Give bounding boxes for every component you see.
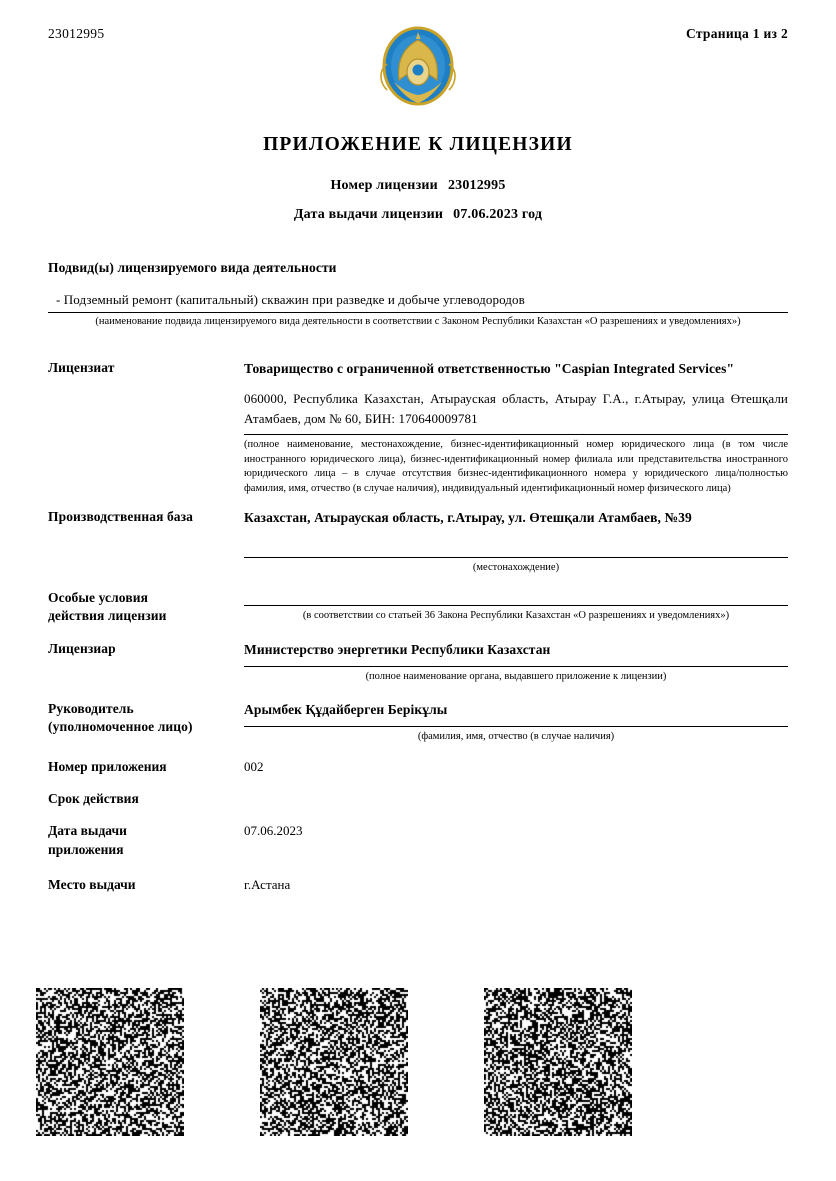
head-field — [48, 700, 788, 744]
datamatrix-signature-3 — [484, 988, 632, 1136]
attachment-issue-place-value: г.Астана — [244, 876, 291, 892]
license-date-line — [48, 207, 788, 223]
page-indicator: Страница 1 из 2 — [685, 26, 788, 41]
special-conditions-label-line2: действия лицензии — [48, 608, 167, 624]
subkind-value: - Подземный ремонт (капитальный) скважин при разведке и добыче углеводородов — [56, 292, 525, 307]
attachment-issue-date-value: 07.06.2023 — [244, 823, 303, 839]
attachment-term-label: Срок действия — [48, 791, 139, 807]
head-value-wrap — [244, 700, 788, 744]
head-label-line1: Руководитель — [48, 701, 134, 717]
page-header — [48, 26, 788, 42]
special-conditions-label-line1: Особые условия — [48, 590, 148, 606]
attachment-issue-place-label: Место выдачи — [48, 876, 136, 892]
attachment-issue-date-label — [48, 822, 244, 858]
attachment-issue-date-label-line1: Дата выдачи — [48, 823, 127, 839]
production-base-caption: (местонахождение) — [472, 561, 560, 573]
head-label-line2: (уполномоченное лицо) — [48, 719, 193, 735]
attachment-number-label: Номер приложения — [48, 759, 167, 774]
special-conditions-field — [48, 589, 788, 625]
licensor-value: Министерство энергетики Республики Казахстан — [244, 641, 551, 657]
license-date-value: 07.06.2023 год — [453, 207, 543, 222]
license-number-label: Номер лицензии — [330, 178, 438, 193]
signature-barcodes — [36, 988, 632, 1136]
attachment-term-field — [48, 790, 788, 808]
licensee-name: Товарищество с ограниченной ответственностью "Caspian Integrated Services" — [244, 361, 735, 377]
production-base-label: Производственная база — [48, 509, 194, 525]
licensor-field — [48, 640, 788, 685]
datamatrix-signature-1 — [36, 988, 184, 1136]
licensee-caption: (полное наименование, местонахождение, бизнес-идентификационный номер юридического лица (в том числе иностранного юридического лица), бизнес-идентификационный номер филиала или представительства иностранного юридического лица – в случае отсутствия бизнес-идентификационного номера у юридического лица/полностью фамилия, имя, отчество (в случае наличия), индивидуальный идентификационный номер физического лица) — [244, 439, 788, 494]
special-conditions-label — [48, 589, 244, 625]
special-conditions-caption: (в соответствии со статьей 36 Закона Республики Казахстан «О разрешениях и уведомлениях») — [302, 610, 730, 622]
document-number: 23012995 — [48, 26, 105, 41]
head-caption: (фамилия, имя, отчество (в случае наличия) — [417, 730, 615, 742]
licensee-address: 060000, Республика Казахстан, Атырауская область, Атырау Г.А., г.Атырау, улица Өтешқали Атамбаев, дом № 60, БИН: 170640009781 — [244, 391, 788, 426]
attachment-issue-date-field — [48, 822, 788, 858]
license-date-label: Дата выдачи лицензии — [293, 207, 444, 222]
licensee-divider — [244, 434, 788, 435]
subkind-caption: (наименование подвида лицензируемого вида деятельности в соответствии с Законом Республики Казахстан «О разрешениях и уведомлениях») — [95, 316, 741, 327]
licensor-caption: (полное наименование органа, выдавшего приложение к лицензии) — [365, 670, 667, 682]
special-conditions-value — [244, 589, 788, 625]
head-value: Арымбек Құдайберген Берікұлы — [244, 702, 448, 718]
attachment-issue-date-label-line2: приложения — [48, 841, 124, 857]
licensee-field — [48, 359, 788, 496]
production-base-value-wrap — [244, 508, 788, 575]
license-number-value: 23012995 — [447, 178, 506, 193]
head-label — [48, 700, 244, 744]
subkind-title: Подвид(ы) лицензируемого вида деятельности — [48, 260, 337, 275]
licensor-divider — [244, 666, 788, 667]
special-conditions-divider — [244, 605, 788, 606]
licensee-value — [244, 359, 788, 496]
attachment-number-value: 002 — [244, 759, 264, 774]
production-base-divider — [244, 557, 788, 558]
production-base-value: Казахстан, Атырауская область, г.Атырау, ул. Өтешқали Атамбаев, №39 — [244, 510, 692, 526]
license-number-line — [48, 178, 788, 194]
attachment-number-field — [48, 758, 788, 776]
licensor-value-wrap — [244, 640, 788, 685]
production-base-field — [48, 508, 788, 575]
page-title: ПРИЛОЖЕНИЕ К ЛИЦЕНЗИИ — [263, 134, 573, 155]
licensor-label: Лицензиар — [48, 640, 116, 656]
datamatrix-signature-2 — [260, 988, 408, 1136]
licensee-label: Лицензиат — [48, 360, 115, 376]
head-divider — [244, 726, 788, 727]
attachment-issue-place-field — [48, 876, 788, 894]
